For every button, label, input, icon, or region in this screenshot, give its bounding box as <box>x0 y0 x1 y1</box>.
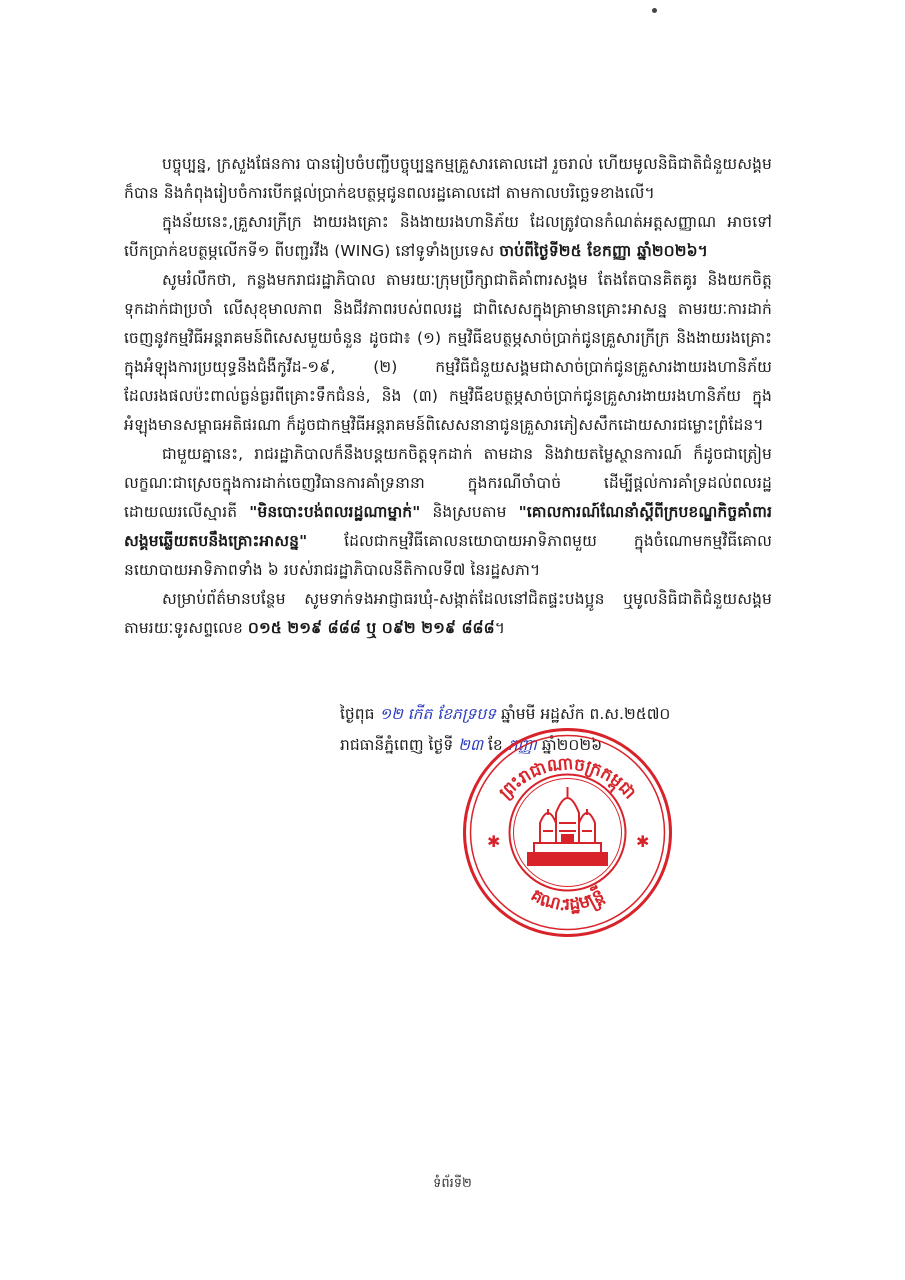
svg-text:✱: ✱ <box>636 832 650 851</box>
emphasized-text: "មិនបោះបង់ពលរដ្ឋណាម្នាក់" <box>249 503 421 521</box>
letter-body <box>124 150 772 643</box>
paragraph-text: ដែលជាកម្មវិធីគោលនយោបាយអាទិភាពមួយ ក្នុងចំណោមកម្មវិធីគោលនយោបាយអាទិភាពទាំង ៦ របស់រាជរដ្ឋាភិបាលនីតិកាលទី៧ នៃរដ្ឋសភា។ <box>124 532 772 579</box>
emphasized-text: ០១៥ ២១៩ ៨៨៨ ឬ ០៩២ ២១៩ ៨៨៨ <box>247 619 495 637</box>
place-date-day-handwritten: ២៣ <box>458 736 484 754</box>
page-number: ទំព័រទី២ <box>433 1176 472 1191</box>
paragraph-text: ក្នុងន័យនេះ,គ្រួសារក្រីក្រ ងាយរងគ្រោះ និងងាយរងហានិភ័យ ដែលត្រូវបានកំណត់អត្តសញ្ញាណ អាចទៅបើកប្រាក់ឧបត្ថម្ភលើកទី១ ពីបញ្ជរវីង (WING) នៅទូទាំងប្រទេស <box>124 213 772 260</box>
lunar-date-suffix: ឆ្នាំមមី អដ្ឋស័ក ព.ស.២៥៧០ <box>500 705 671 723</box>
paragraph-text: ។ <box>494 619 506 637</box>
scan-dot <box>652 8 657 13</box>
place-date-prefix: រាជធានីភ្នំពេញ ថ្ងៃទី <box>340 736 454 754</box>
paragraph-text: សូមរំលឹកថា, កន្លងមករាជរដ្ឋាភិបាល តាមរយៈក្រុមប្រឹក្សាជាតិគាំពារសង្គម តែងតែបានគិតគូរ និងយកចិត្តទុកដាក់ជាប្រចាំ លើសុខុមាលភាព និងជីវភាពរបស់ពលរដ្ឋ ជាពិសេសក្នុងគ្រាមានគ្រោះអាសន្ន តាមរយៈការដាក់ចេញនូវកម្មវិធីអន្តរាគមន៍ពិសេសមួយចំនួន ដូចជា៖ (១) កម្មវិធីឧបត្ថម្ភសាច់ប្រាក់ជូនគ្រួសារក្រីក្រ និងងាយរងគ្រោះ ក្នុងអំឡុងការប្រយុទ្ធនឹងជំងឺកូវីដ-១៩, (២) កម្មវិធីជំនួយសង្គមជាសាច់ប្រាក់ជូនគ្រួសារងាយរងហានិភ័យ ដែលរងផលប៉ះពាល់ធ្ងន់ធ្ងរពីគ្រោះទឹកជំនន់, និង (៣) កម្មវិធីឧបត្ថម្ភសាច់ប្រាក់ជូនគ្រួសារងាយរងហានិភ័យ ក្នុងអំឡុងមានសម្ពាធអតិផរណា ក៏ដូចជាកម្មវិធីអន្តរាគមន៍ពិសេសនានាជូនគ្រួសារភៀសសឹកដោយសារជម្លោះព្រំដែន។ <box>124 271 772 434</box>
angkor-temple-icon <box>528 787 607 865</box>
paragraph-text: បច្ចុប្បន្ន, ក្រសួងផែនការ បានរៀបចំបញ្ជីបច្ចុប្បន្នកម្មគ្រួសារគោលដៅ រួចរាល់ ហើយមូលនិធិជាតិជំនួយសង្គម ក៏បាន និងកំពុងរៀបចំការបើកផ្តល់ប្រាក់ឧបត្ថម្ភជូនពលរដ្ឋគោលដៅ តាមកាលបរិច្ឆេទខាងលើ។ <box>124 155 772 202</box>
lunar-date-handwritten: ១២ កើត ខែភទ្របទ <box>379 705 497 723</box>
place-date-month-label: ខែ <box>488 736 503 754</box>
lunar-date-prefix: ថ្ងៃពុធ <box>340 705 375 723</box>
paragraph <box>124 440 772 585</box>
emphasized-text: "គោលការណ៍ណែនាំស្តីពីក្របខណ្ឌកិច្ចគាំពារសង្គមឆ្លើយតបនឹងគ្រោះអាសន្ន" <box>124 503 772 550</box>
place-date-month-handwritten: កញ្ញា <box>507 736 537 754</box>
emphasized-text: ចាប់ពីថ្ងៃទី២៥ ខែកញ្ញា ឆ្នាំ២០២៦។ <box>499 242 708 260</box>
place-date-year: ឆ្នាំ២០២៦ <box>541 736 603 754</box>
official-seal-icon <box>460 725 675 940</box>
paragraph <box>124 585 772 643</box>
paragraph-text: សម្រាប់ព័ត៌មានបន្ថែម សូមទាក់ទងអាជ្ញាធរឃុំ-សង្កាត់ដែលនៅជិតផ្ទះបងប្អូន ឬមូលនិធិជាតិជំនួយសង្គម តាមរយៈទូរសព្ទលេខ <box>124 590 772 637</box>
svg-text:✱: ✱ <box>487 832 501 851</box>
paragraph-text: និងស្របតាម <box>420 503 519 521</box>
seal-bottom-text: គណៈរដ្ឋមន្ត្រី <box>527 885 608 916</box>
seal-top-text: ព្រះរាជាណាចក្រកម្ពុជា <box>495 753 640 804</box>
paragraph-text: ជាមួយគ្នានេះ, រាជរដ្ឋាភិបាលក៏នឹងបន្តយកចិត្តទុកដាក់ តាមដាន និងវាយតម្លៃស្ថានការណ៍ ក៏ដូចជាត្រៀមលក្ខណៈជាស្រេចក្នុងការដាក់ចេញវិធានការគាំទ្រនានា ក្នុងករណីចាំបាច់ ដើម្បីផ្តល់ការគាំទ្រដល់ពលរដ្ឋ ដោយឈរលើស្មារតី <box>124 445 772 521</box>
paragraph <box>124 208 772 266</box>
paragraph <box>124 266 772 440</box>
paragraph <box>124 150 772 208</box>
